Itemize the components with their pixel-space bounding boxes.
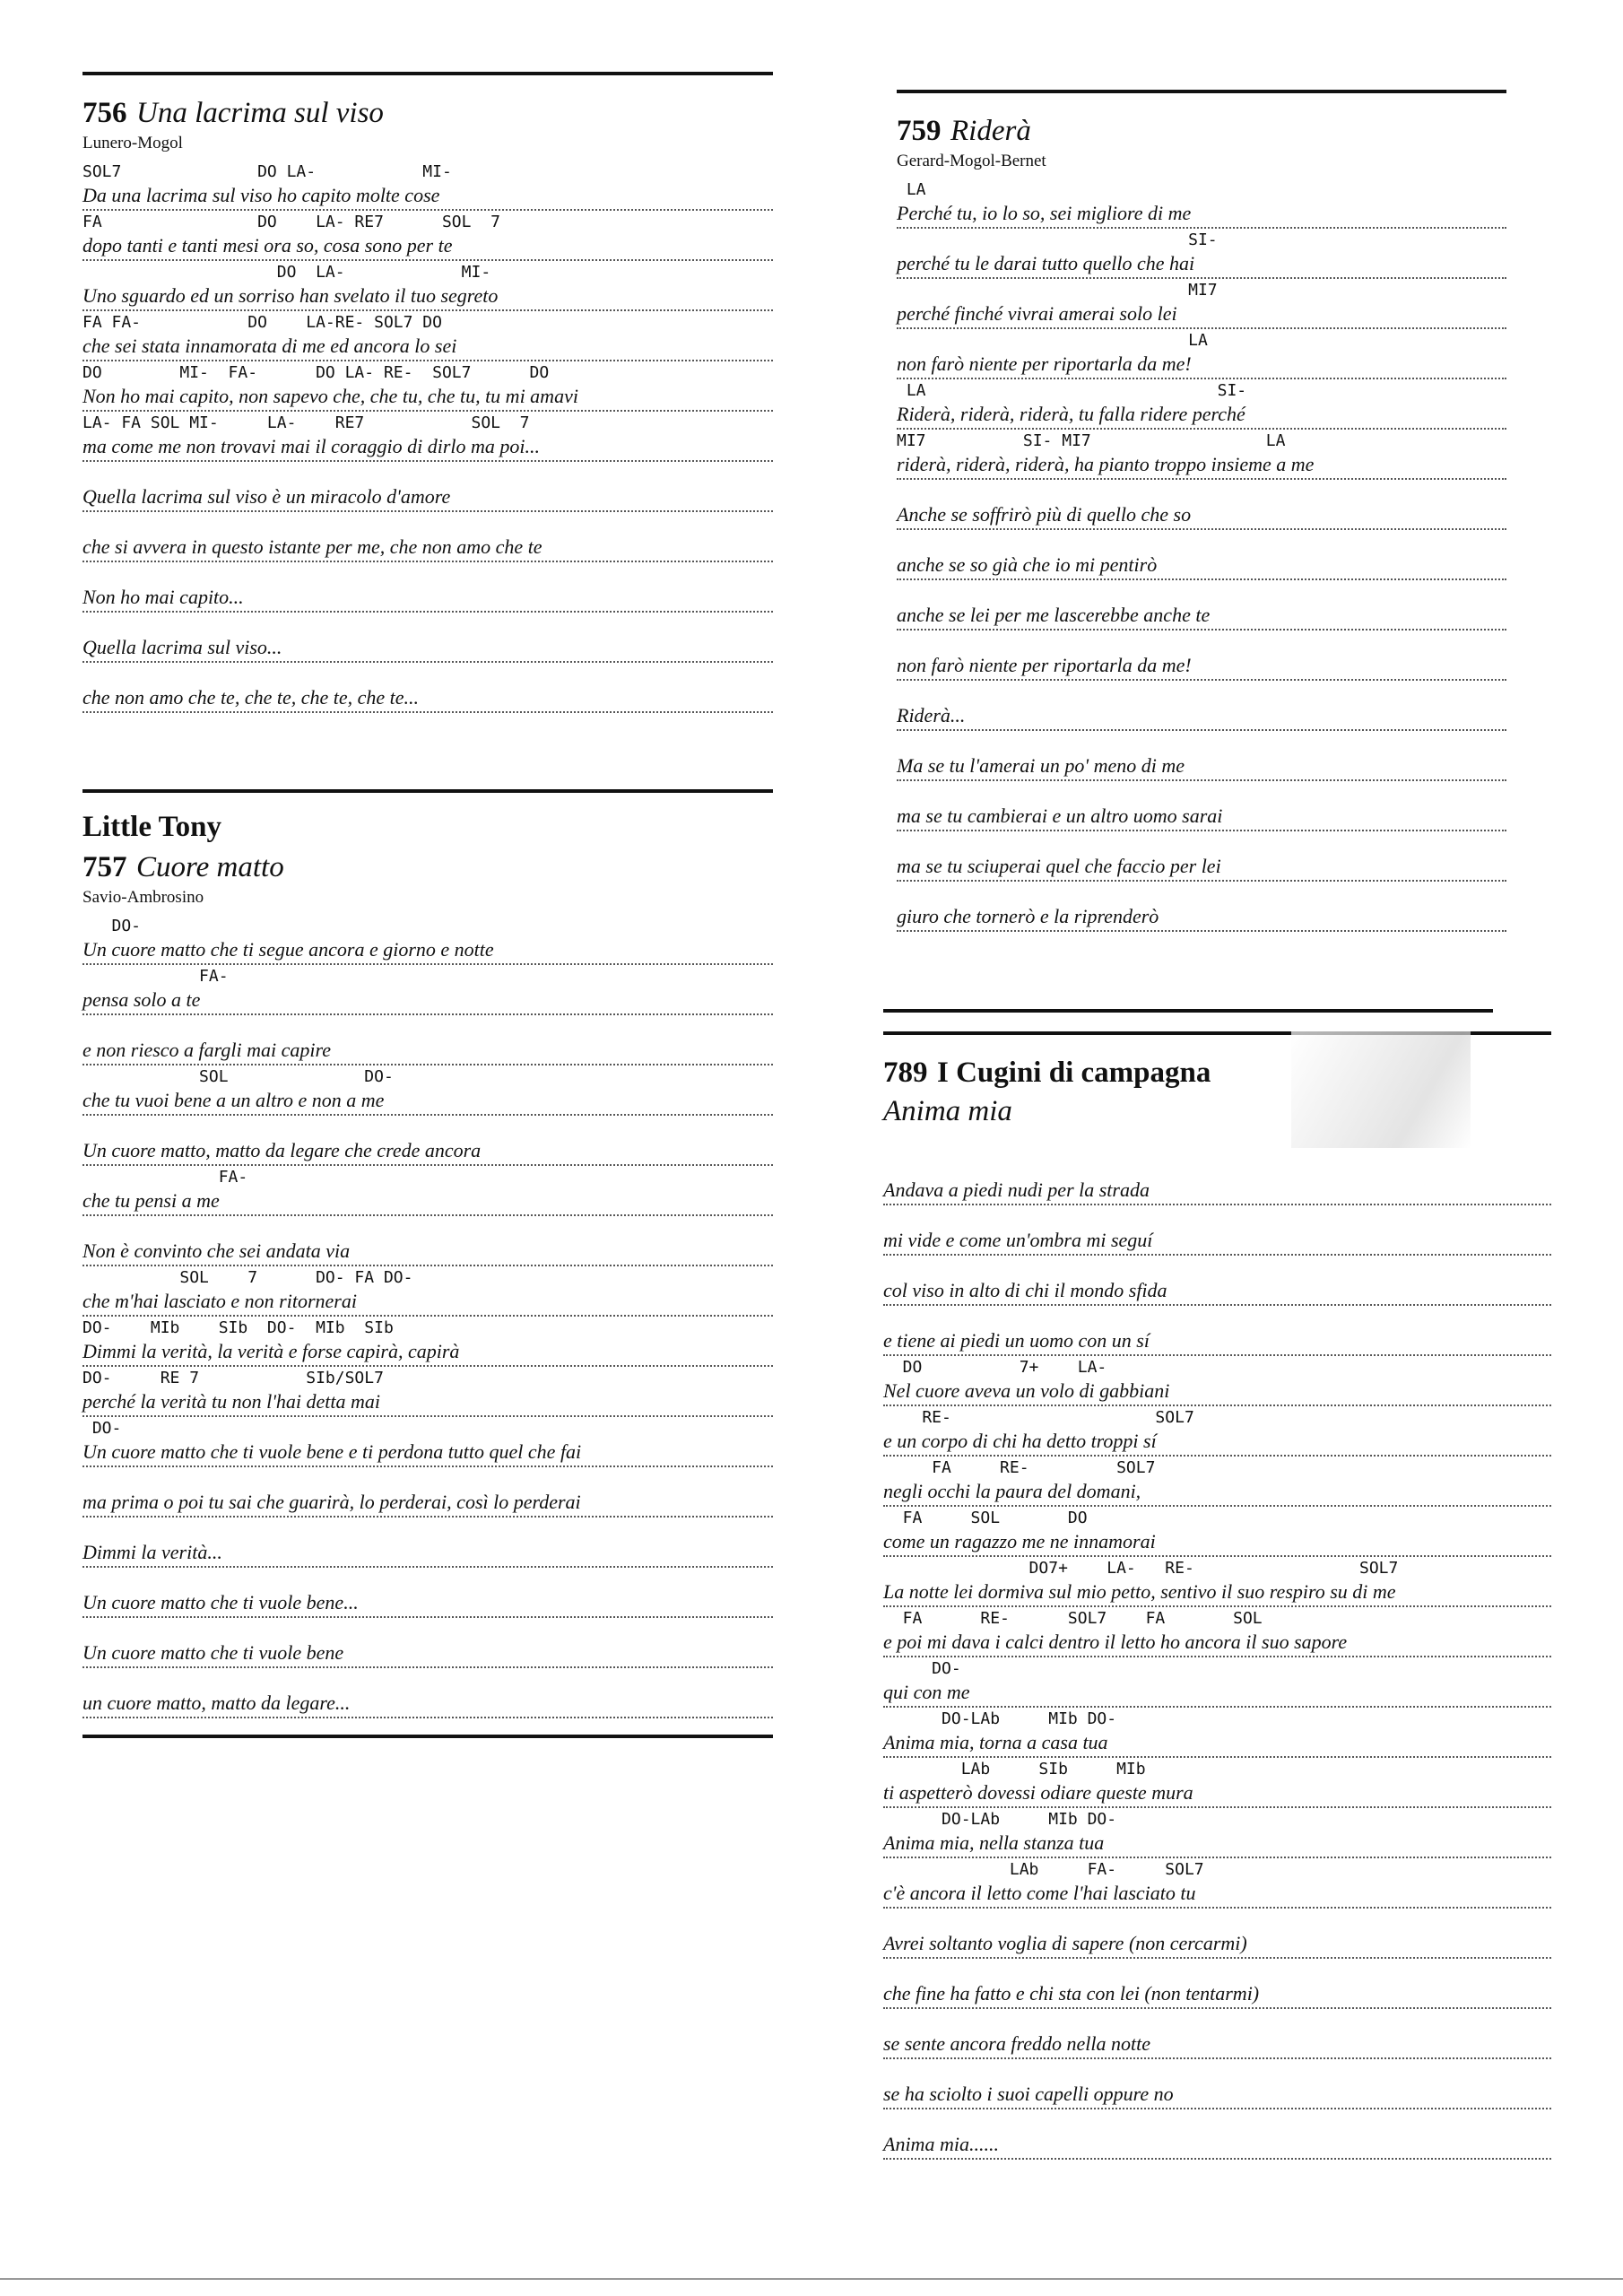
- song-756: [82, 72, 773, 713]
- lyric-text: come un ragazzo me ne innamorai: [883, 1530, 1551, 1557]
- lyric-text: non farò niente per riportarla da me!: [897, 654, 1506, 681]
- lyric-line: [897, 580, 1506, 631]
- lyric-line: [883, 1356, 1551, 1406]
- lyric-line: [883, 1808, 1551, 1858]
- chord-line: SOL 7 DO- FA DO-: [82, 1268, 413, 1287]
- lyric-line: [883, 1708, 1551, 1758]
- chord-line: SOL7 DO LA- MI-: [82, 162, 452, 181]
- lyric-text: perché finché vivrai amerai solo lei: [897, 302, 1506, 329]
- lyric-text: riderà, riderà, riderà, ha pianto troppo insieme a me: [897, 453, 1506, 480]
- song-author: Savio-Ambrosino: [82, 888, 204, 907]
- lyric-line: [82, 1015, 773, 1065]
- chord-line: LA: [897, 331, 1208, 350]
- lyric-line: [883, 1657, 1551, 1708]
- lyric-line: [883, 1457, 1551, 1507]
- chord-line: SI-: [897, 230, 1218, 249]
- lyric-text: che si avvera in questo istante per me, che non amo che te: [82, 535, 773, 562]
- lyric-line: [897, 430, 1506, 480]
- chord-line: LA SI-: [897, 381, 1247, 400]
- lyric-line: [897, 530, 1506, 580]
- lyric-line: [82, 1417, 773, 1467]
- lyric-line: [897, 279, 1506, 329]
- song-title: [82, 93, 773, 132]
- lyric-line: [82, 311, 773, 361]
- lyric-text: mi vide e come un'ombra mi seguí: [883, 1229, 1551, 1256]
- lyric-text: non farò niente per riportarla da me!: [897, 352, 1506, 379]
- top-rule: [82, 789, 773, 793]
- lyric-text: dopo tanti e tanti mesi ora so, cosa sono per te: [82, 234, 773, 261]
- lyric-line: [82, 663, 773, 713]
- song-name: I Cugini di campagna: [937, 1057, 1211, 1089]
- lyric-text: che sei stata innamorata di me ed ancora lo sei: [82, 335, 773, 361]
- page-bottom-edge: [0, 2278, 1623, 2280]
- lyric-line: [82, 261, 773, 311]
- song-number: 759: [897, 115, 942, 147]
- lyric-line: [883, 1507, 1551, 1557]
- lyric-text: col viso in alto di chi il mondo sfida: [883, 1279, 1551, 1306]
- chord-line: FA DO LA- RE7 SOL 7: [82, 213, 500, 231]
- lyric-text: che non amo che te, che te, che te, che te...: [82, 686, 773, 713]
- top-rule: [82, 72, 773, 75]
- lyric-text: Anima mia, torna a casa tua: [883, 1731, 1551, 1758]
- lyric-text: Un cuore matto che ti segue ancora e giorno e notte: [82, 938, 773, 965]
- lyric-text: Quella lacrima sul viso...: [82, 636, 773, 663]
- chord-line: LA- FA SOL MI- LA- RE7 SOL 7: [82, 413, 530, 432]
- chord-line: DO MI- FA- DO LA- RE- SOL7 DO: [82, 363, 550, 382]
- lyric-line: [897, 631, 1506, 681]
- song-name: Una lacrima sul viso: [136, 97, 384, 129]
- lyric-line: [82, 1166, 773, 1216]
- lyric-line: [883, 1909, 1551, 1959]
- lyric-text: Un cuore matto che ti vuole bene...: [82, 1591, 773, 1618]
- lyric-text: che m'hai lasciato e non ritornerai: [82, 1290, 773, 1317]
- chord-line: FA-: [82, 1168, 248, 1187]
- lyric-text: anche se so già che io mi pentirò: [897, 553, 1506, 580]
- lyric-text: Anima mia, nella stanza tua: [883, 1831, 1551, 1858]
- lyric-line: [883, 1256, 1551, 1306]
- lyric-line: [82, 1216, 773, 1266]
- chord-line: DO-: [82, 1419, 122, 1438]
- song-name: Riderà: [950, 115, 1031, 147]
- lyric-line: [883, 1858, 1551, 1909]
- chord-line: SOL DO-: [82, 1067, 394, 1086]
- lyrics: [897, 178, 1506, 932]
- chord-line: LA: [897, 180, 926, 199]
- lyric-line: [883, 1406, 1551, 1457]
- chord-line: FA FA- DO LA-RE- SOL7 DO: [82, 313, 442, 332]
- chord-line: DO-: [883, 1659, 961, 1678]
- song-name: Cuore matto: [136, 851, 284, 883]
- lyric-text: Andava a piedi nudi per la strada: [883, 1178, 1551, 1205]
- lyric-text: perché la verità tu non l'hai detta mai: [82, 1390, 773, 1417]
- chord-line: DO-LAb MIb DO-: [883, 1709, 1117, 1728]
- song-number: 757: [82, 851, 127, 883]
- lyric-text: ma prima o poi tu sai che guarirà, lo perderai, così lo perderai: [82, 1491, 773, 1518]
- lyric-line: [82, 1065, 773, 1116]
- divider-rule: [883, 1009, 1493, 1013]
- lyric-line: [82, 965, 773, 1015]
- lyric-text: ti aspetterò dovessi odiare queste mura: [883, 1781, 1551, 1808]
- lyric-line: [82, 1518, 773, 1568]
- chord-line: DO LA- MI-: [82, 263, 491, 282]
- chord-line: DO-: [82, 917, 142, 935]
- lyric-text: negli occhi la paura del domani,: [883, 1480, 1551, 1507]
- lyric-line: [883, 1607, 1551, 1657]
- lyric-line: [883, 1205, 1551, 1256]
- lyric-line: [883, 1306, 1551, 1356]
- lyric-text: Non ho mai capito...: [82, 586, 773, 613]
- artist-name: Little Tony: [82, 811, 221, 843]
- chord-line: DO7+ LA- RE- SOL7: [883, 1559, 1399, 1578]
- chord-line: MI7: [897, 281, 1218, 300]
- song-author: Lunero-Mogol: [82, 134, 183, 152]
- chord-line: LAb FA- SOL7: [883, 1860, 1204, 1879]
- song-number: 756: [82, 97, 127, 129]
- lyric-text: Da una lacrima sul viso ho capito molte cose: [82, 184, 773, 211]
- lyrics: [82, 915, 773, 1718]
- lyric-line: [82, 161, 773, 211]
- lyric-text: Perché tu, io lo so, sei migliore di me: [897, 202, 1506, 229]
- lyric-text: e un corpo di chi ha detto troppi sí: [883, 1430, 1551, 1457]
- lyric-line: [82, 211, 773, 261]
- lyric-line: [897, 731, 1506, 781]
- lyrics: [82, 161, 773, 713]
- lyric-text: che tu pensi a me: [82, 1189, 773, 1216]
- lyric-text: anche se lei per me lascerebbe anche te: [897, 604, 1506, 631]
- lyric-text: Avrei soltanto voglia di sapere (non cercarmi): [883, 1932, 1551, 1959]
- lyric-text: e poi mi dava i calci dentro il letto ho ancora il suo sapore: [883, 1631, 1551, 1657]
- lyric-line: [897, 178, 1506, 229]
- bottom-rule: [82, 1735, 773, 1738]
- lyric-text: ma se tu cambierai e un altro uomo sarai: [897, 804, 1506, 831]
- top-rule: [897, 90, 1506, 93]
- lyric-text: ma come me non trovavi mai il coraggio di dirlo ma poi...: [82, 435, 773, 462]
- lyric-line: [82, 1266, 773, 1317]
- lyric-text: pensa solo a te: [82, 988, 773, 1015]
- song-title: [897, 111, 1506, 150]
- lyric-line: [897, 379, 1506, 430]
- song-759: [897, 90, 1506, 932]
- lyric-line: [883, 2009, 1551, 2059]
- lyric-line: [897, 831, 1506, 882]
- song-subtitle: Anima mia: [883, 1095, 1012, 1127]
- lyric-line: [897, 329, 1506, 379]
- lyric-text: Riderà...: [897, 704, 1506, 731]
- lyric-line: [883, 1959, 1551, 2009]
- lyric-line: [883, 1155, 1551, 1205]
- chord-line: RE- SOL7: [883, 1408, 1194, 1427]
- lyric-line: [883, 2059, 1551, 2109]
- lyric-text: Dimmi la verità, la verità e forse capirà, capirà: [82, 1340, 773, 1367]
- lyric-text: Non ho mai capito, non sapevo che, che tu, che tu, tu mi amavi: [82, 385, 773, 412]
- song-title: [82, 848, 773, 886]
- lyric-text: perché tu le darai tutto quello che hai: [897, 252, 1506, 279]
- lyric-text: Anima mia......: [883, 2133, 1551, 2160]
- song-number: 789: [883, 1057, 928, 1089]
- chord-line: FA SOL DO: [883, 1509, 1088, 1527]
- lyric-text: Dimmi la verità...: [82, 1541, 773, 1568]
- lyric-text: Nel cuore aveva un volo di gabbiani: [883, 1379, 1551, 1406]
- lyric-line: [897, 480, 1506, 530]
- chord-line: DO 7+ LA-: [883, 1358, 1107, 1377]
- lyric-line: [82, 462, 773, 512]
- chord-line: DO- RE 7 SIb/SOL7: [82, 1369, 384, 1387]
- chord-line: DO-LAb MIb DO-: [883, 1810, 1117, 1829]
- lyric-text: Quella lacrima sul viso è un miracolo d'amore: [82, 485, 773, 512]
- lyric-text: Non è convinto che sei andata via: [82, 1239, 773, 1266]
- chord-line: LAb SIb MIb: [883, 1760, 1146, 1779]
- chord-line: MI7 SI- MI7 LA: [897, 431, 1286, 450]
- lyric-text: Un cuore matto, matto da legare che crede ancora: [82, 1139, 773, 1166]
- lyric-line: [82, 412, 773, 462]
- lyric-text: ma se tu sciuperai quel che faccio per lei: [897, 855, 1506, 882]
- lyric-text: Anche se soffrirò più di quello che so: [897, 503, 1506, 530]
- lyric-line: [82, 562, 773, 613]
- lyric-line: [82, 915, 773, 965]
- lyric-line: [82, 361, 773, 412]
- lyric-text: se ha sciolto i suoi capelli oppure no: [883, 2083, 1551, 2109]
- photocopy-shadow: [1291, 1031, 1471, 1148]
- chord-line: FA-: [82, 967, 229, 986]
- lyric-line: [883, 1758, 1551, 1808]
- lyric-text: La notte lei dormiva sul mio petto, sentivo il suo respiro su di me: [883, 1580, 1551, 1607]
- lyric-line: [82, 1467, 773, 1518]
- lyric-text: e non riesco a fargli mai capire: [82, 1039, 773, 1065]
- chord-line: FA RE- SOL7 FA SOL: [883, 1609, 1263, 1628]
- lyric-text: Un cuore matto che ti vuole bene: [82, 1641, 773, 1668]
- lyric-text: Uno sguardo ed un sorriso han svelato il tuo segreto: [82, 284, 773, 311]
- lyric-text: e tiene ai piedi un uomo con un sí: [883, 1329, 1551, 1356]
- lyric-line: [82, 1116, 773, 1166]
- lyric-line: [82, 613, 773, 663]
- song-757: [82, 789, 773, 1738]
- song-author: Gerard-Mogol-Bernet: [897, 152, 1046, 170]
- lyric-line: [82, 1618, 773, 1668]
- lyric-text: Ma se tu l'amerai un po' meno di me: [897, 754, 1506, 781]
- lyric-text: che tu vuoi bene a un altro e non a me: [82, 1089, 773, 1116]
- lyric-line: [82, 1568, 773, 1618]
- lyric-text: c'è ancora il letto come l'hai lasciato tu: [883, 1882, 1551, 1909]
- lyrics: [883, 1155, 1551, 2160]
- lyric-text: giuro che tornerò e la riprenderò: [897, 905, 1506, 932]
- lyric-line: [897, 681, 1506, 731]
- lyric-line: [82, 1317, 773, 1367]
- lyric-text: un cuore matto, matto da legare...: [82, 1692, 773, 1718]
- lyric-line: [82, 512, 773, 562]
- chord-line: FA RE- SOL7: [883, 1458, 1156, 1477]
- lyric-line: [897, 882, 1506, 932]
- lyric-line: [883, 2109, 1551, 2160]
- lyric-line: [883, 1557, 1551, 1607]
- lyric-line: [82, 1367, 773, 1417]
- lyric-text: Un cuore matto che ti vuole bene e ti perdona tutto quel che fai: [82, 1440, 773, 1467]
- song-789: [883, 1031, 1551, 2160]
- chord-line: DO- MIb SIb DO- MIb SIb: [82, 1318, 394, 1337]
- lyric-line: [897, 229, 1506, 279]
- lyric-text: qui con me: [883, 1681, 1551, 1708]
- lyric-text: che fine ha fatto e chi sta con lei (non tentarmi): [883, 1982, 1551, 2009]
- lyric-line: [82, 1668, 773, 1718]
- lyric-text: se sente ancora freddo nella notte: [883, 2032, 1551, 2059]
- lyric-text: Riderà, riderà, riderà, tu falla ridere perché: [897, 403, 1506, 430]
- lyric-line: [897, 781, 1506, 831]
